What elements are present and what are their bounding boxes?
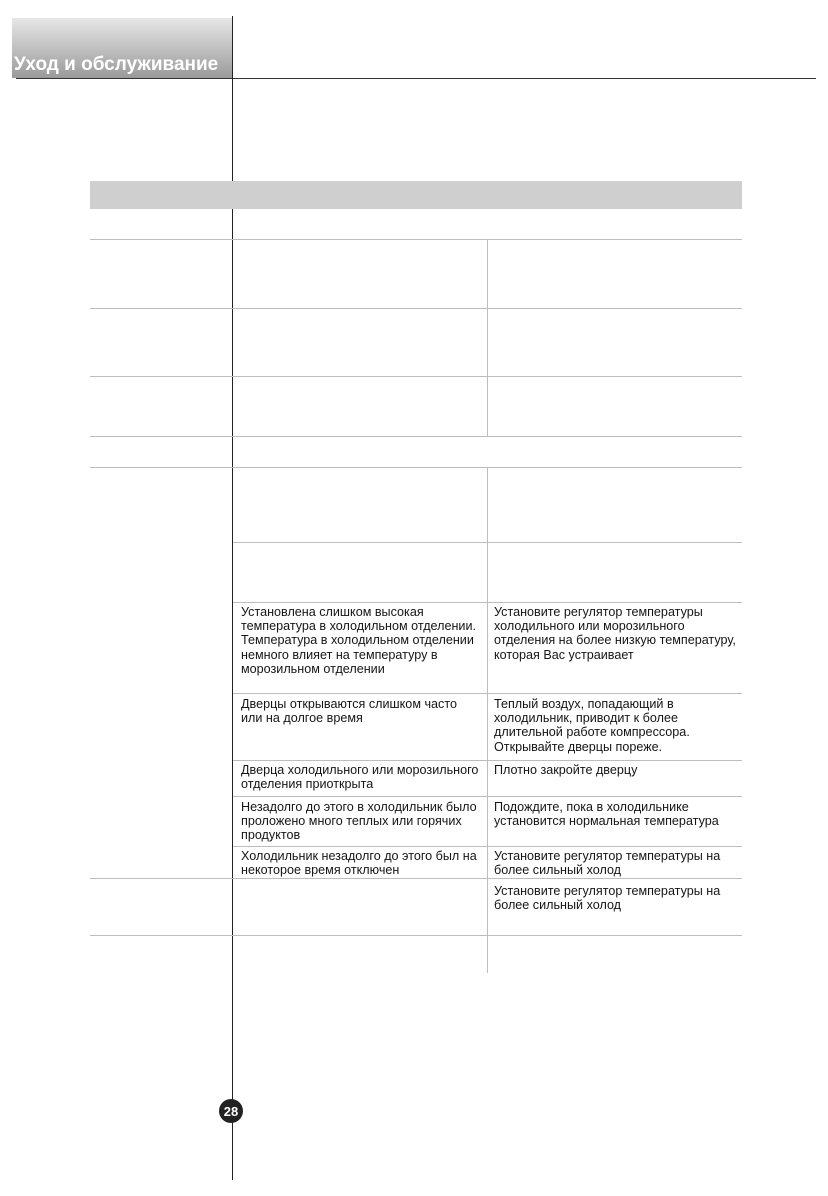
table-cell-cause: Незадолго до этого в холодильник было проложено много теплых или горячих продуктов: [241, 800, 477, 843]
table-cell-cause: Холодильник незадолго до этого был на некоторое время отключен: [241, 849, 477, 878]
table-rule: [90, 436, 742, 437]
table-rule: [90, 239, 742, 240]
column-divider: [487, 467, 488, 973]
table-cell-cause: Дверцы открываются слишком часто или на долгое время: [241, 697, 457, 726]
table-rule: [90, 935, 742, 936]
column-divider: [487, 239, 488, 436]
table-cell-remedy: Теплый воздух, попадающий в холодильник, приводит к более длительной работе компрессора. Открывайте дверцы пореже.: [494, 697, 690, 754]
table-cell-remedy: Установите регулятор температуры на более сильный холод: [494, 849, 721, 878]
table-cell-cause: Установлена слишком высокая температура в холодильном отделении. Температура в холодильном отделении немного влияет на температуру в морозильном отделении: [241, 605, 477, 676]
table-cell-remedy: Установите регулятор температуры холодильного или морозильного отделения на более низкую температуру, которая Вас устраивает: [494, 605, 736, 662]
table-rule: [90, 467, 742, 468]
section-title: Уход и обслуживание: [14, 54, 219, 75]
table-cell-cause: Дверца холодильного или морозильного отделения приоткрыта: [241, 763, 479, 792]
table-header-band: [90, 181, 742, 209]
page-number: 28: [219, 1099, 243, 1123]
table-cell-remedy: Установите регулятор температуры на более сильный холод: [494, 884, 721, 913]
table-cell-remedy: Плотно закройте дверцу: [494, 763, 638, 777]
table-rule: [90, 376, 742, 377]
header-divider: [16, 78, 816, 79]
table-cell-remedy: Подождите, пока в холодильнике установится нормальная температура: [494, 800, 719, 829]
table-rule: [90, 308, 742, 309]
table-rule: [90, 878, 742, 879]
